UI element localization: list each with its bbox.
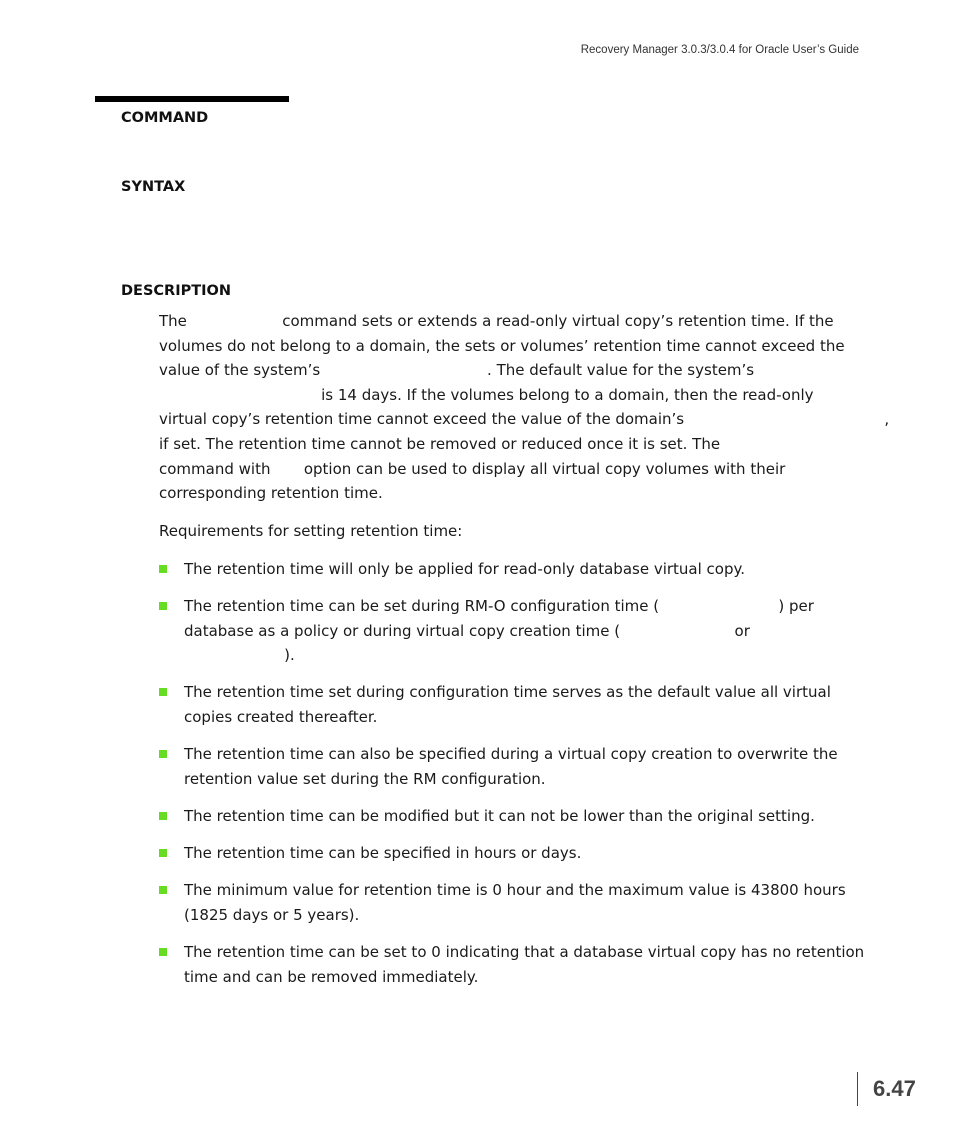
heading-syntax: SYNTAX	[121, 179, 186, 195]
bullet-item: The retention time can be specified in hours or days.	[159, 841, 859, 866]
bullet-square-icon	[159, 602, 167, 610]
bullet-item: The retention time can be modified but it can not be lower than the original setting.	[159, 804, 859, 829]
bullet-square-icon	[159, 565, 167, 573]
heading-description: DESCRIPTION	[121, 283, 231, 299]
description-line: The command sets or extends a read-only virtual copy’s retention time. If the	[159, 312, 834, 330]
requirements-intro: Requirements for setting retention time:	[159, 522, 463, 540]
bullet-square-icon	[159, 948, 167, 956]
description-line: virtual copy’s retention time cannot exceed the value of the domain’s ,	[159, 410, 890, 429]
bullet-item: The retention time can also be specified during a virtual copy creation to overwrite the retention value set during the RM configuration.	[159, 742, 859, 791]
bullet-square-icon	[159, 688, 167, 696]
bullet-item: The minimum value for retention time is 0 hour and the maximum value is 43800 hours (1825 days or 5 years).	[159, 878, 859, 927]
page-number: 6.47	[857, 1072, 916, 1106]
bullet-square-icon	[159, 812, 167, 820]
bullet-square-icon	[159, 849, 167, 857]
running-header: Recovery Manager 3.0.3/3.0.4 for Oracle User’s Guide	[580, 44, 859, 56]
description-line: value of the system’s . The default value for the system’s	[159, 361, 755, 380]
description-line: volumes do not belong to a domain, the sets or volumes’ retention time cannot exceed the	[159, 336, 845, 355]
bullet-square-icon	[159, 750, 167, 758]
bullet-item: The retention time will only be applied for read-only database virtual copy.	[159, 557, 859, 582]
description-line: corresponding retention time.	[159, 484, 383, 503]
description-paragraph	[159, 309, 890, 506]
bullet-item: The retention time can be set during RM-O configuration time ( ) per database as a policy or during virtual copy creation time ( or ).	[159, 594, 859, 668]
description-line: command with option can be used to display all virtual copy volumes with their	[159, 459, 786, 478]
section-rule	[95, 96, 289, 102]
bullet-square-icon	[159, 886, 167, 894]
description-line: if set. The retention time cannot be removed or reduced once it is set. The	[159, 434, 721, 453]
bullet-item: The retention time set during configuration time serves as the default value all virtual copies created thereafter.	[159, 680, 859, 729]
description-line: is 14 days. If the volumes belong to a domain, then the read-only	[159, 385, 814, 404]
bullet-item: The retention time can be set to 0 indicating that a database virtual copy has no retention time and can be removed immediately.	[159, 940, 859, 989]
heading-command: COMMAND	[121, 110, 209, 126]
